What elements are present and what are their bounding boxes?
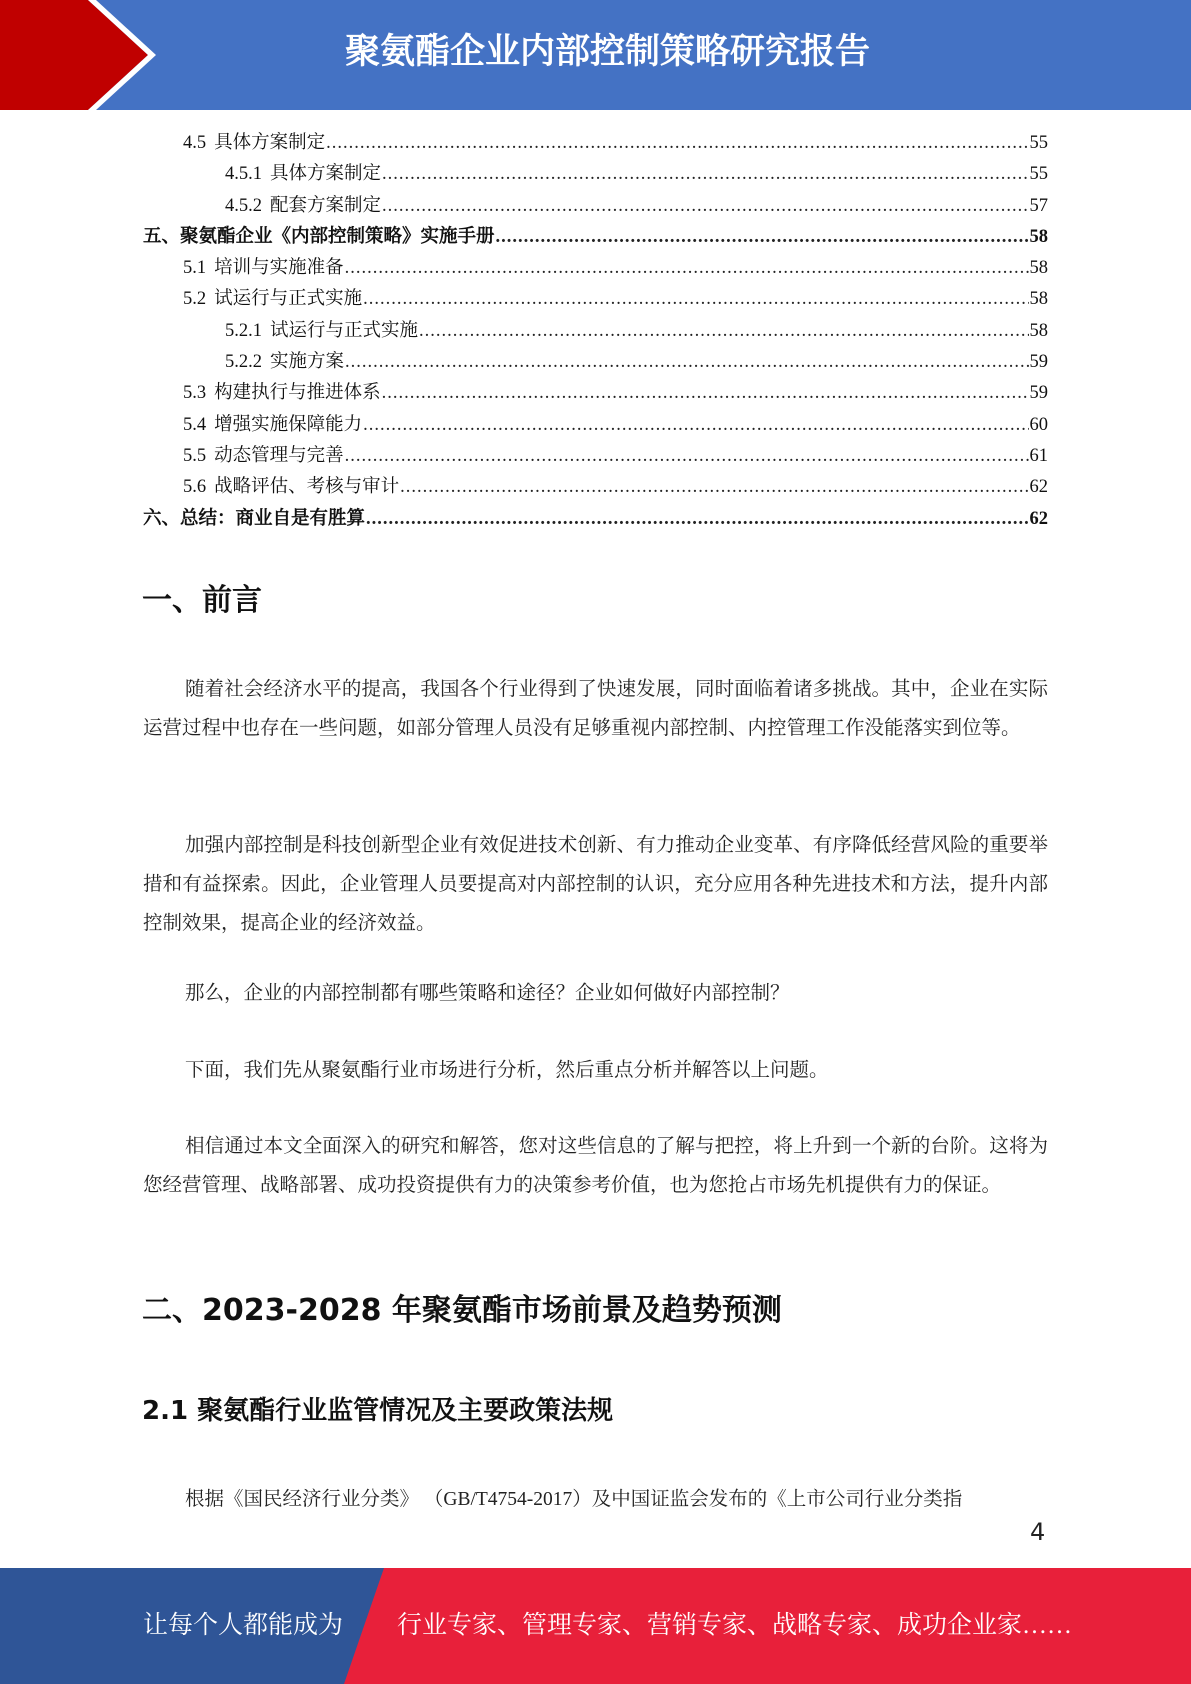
toc-entry-title: 具体方案制定 [270, 164, 382, 185]
toc-entry-page: 60 [1029, 414, 1048, 435]
toc-entry[interactable] [143, 284, 1048, 315]
toc-entry-page: 55 [1029, 164, 1048, 185]
toc-entry-number: 5.5 [183, 445, 207, 466]
toc-entry-page: 59 [1029, 352, 1048, 373]
toc-leader-dots [326, 128, 1028, 159]
preface-paragraph-1: 随着社会经济水平的提高，我国各个行业得到了快速发展，同时面临着诸多挑战。其中，企业在实际运营过程中也存在一些问题，如部分管理人员没有足够重视内部控制、内控管理工作没能落实到位等。 [143, 679, 1048, 739]
toc-entry-page: 58 [1029, 226, 1048, 247]
toc-leader-dots [345, 441, 1029, 472]
preface-paragraph-2: 加强内部控制是科技创新型企业有效促进技术创新、有力推动企业变革、有序降低经营风险的重要举措和有益探索。因此，企业管理人员要提高对内部控制的认识，充分应用各种先进技术和方法，提升内部控制效果，提高企业的经济效益。 [143, 835, 1048, 934]
toc-entry-title: 试运行与正式实施 [270, 320, 419, 341]
toc-entry[interactable] [143, 441, 1048, 472]
toc-entry[interactable] [143, 378, 1048, 409]
toc-entry-number: 5.3 [183, 383, 207, 404]
report-title: 聚氨酯企业内部控制策略研究报告 [344, 32, 870, 72]
toc-entry-page: 62 [1029, 477, 1048, 498]
toc-entry-title: 试运行与正式实施 [214, 289, 363, 310]
toc-leader-dots [363, 284, 1028, 315]
section-heading-market-forecast: 二、2023-2028 年聚氨酯市场前景及趋势预测 [142, 1293, 782, 1328]
regulation-paragraph: 根据《国民经济行业分类》 （GB/T4754-2017）及中国证监会发布的《上市公司行业分类指 [185, 1489, 963, 1510]
toc-entry-number: 5.1 [183, 258, 207, 279]
toc-entry-number: 5.4 [183, 414, 207, 435]
toc-leader-dots [363, 410, 1028, 441]
toc-entry[interactable] [143, 472, 1048, 503]
subsection-heading-regulation: 2.1 聚氨酯行业监管情况及主要政策法规 [142, 1396, 614, 1426]
toc-entry-page: 57 [1029, 195, 1048, 216]
toc-entry-number: 4.5.2 [225, 195, 262, 216]
toc-leader-dots [419, 316, 1028, 347]
toc-entry[interactable] [143, 347, 1048, 378]
toc-entry-number: 5.2.1 [225, 320, 262, 341]
toc-entry-title: 配套方案制定 [270, 195, 382, 216]
toc-entry-page: 58 [1029, 258, 1048, 279]
preface-paragraph-5: 相信通过本文全面深入的研究和解答，您对这些信息的了解与把控，将上升到一个新的台阶。这将为您经营管理、战略部署、成功投资提供有力的决策参考价值，也为您抢占市场先机提供有力的保证。 [143, 1136, 1048, 1196]
toc-leader-dots [382, 378, 1029, 409]
toc-leader-dots [345, 253, 1029, 284]
toc-entry-number: 4.5.1 [225, 164, 262, 185]
toc-entry-page: 58 [1029, 320, 1048, 341]
toc-entry-title: 六、总结：商业自是有胜算 [143, 508, 366, 529]
toc-entry[interactable] [143, 191, 1048, 222]
toc-entry[interactable] [143, 222, 1048, 253]
toc-entry-title: 实施方案 [270, 352, 345, 373]
toc-leader-dots [366, 504, 1028, 535]
toc-entry-title: 培训与实施准备 [214, 258, 344, 279]
toc-entry-title: 增强实施保障能力 [214, 414, 363, 435]
footer-slogan-right: 行业专家、管理专家、营销专家、战略专家、成功企业家…… [397, 1612, 1073, 1639]
footer-slogan-left: 让每个人都能成为 [143, 1612, 344, 1639]
toc-entry-title: 动态管理与完善 [214, 445, 344, 466]
toc-leader-dots [382, 191, 1028, 222]
toc-entry[interactable] [143, 253, 1048, 284]
toc-entry[interactable] [143, 128, 1048, 159]
toc-leader-dots [345, 347, 1028, 378]
toc-entry-page: 58 [1029, 289, 1048, 310]
toc-entry-title: 构建执行与推进体系 [214, 383, 381, 404]
toc-entry[interactable] [143, 159, 1048, 190]
toc-leader-dots [382, 159, 1028, 190]
toc-entry-number: 5.2 [183, 289, 207, 310]
preface-paragraph-4: 下面，我们先从聚氨酯行业市场进行分析，然后重点分析并解答以上问题。 [185, 1060, 829, 1081]
toc-entry-page: 62 [1029, 508, 1048, 529]
footer-banner [0, 1568, 1191, 1684]
page-number: 4 [1030, 1518, 1046, 1546]
section-heading-preface: 一、前言 [142, 583, 262, 618]
toc-entry-page: 59 [1029, 383, 1048, 404]
header-band [0, 0, 1191, 110]
toc-entry-page: 61 [1029, 445, 1048, 466]
toc-leader-dots [400, 472, 1028, 503]
toc-leader-dots [496, 222, 1029, 253]
toc-entry-title: 五、聚氨酯企业《内部控制策略》实施手册 [143, 226, 495, 247]
toc-entry[interactable] [143, 504, 1048, 535]
toc-entry-number: 4.5 [183, 133, 207, 153]
toc-entry[interactable] [143, 410, 1048, 441]
toc-entry-title: 战略评估、考核与审计 [214, 477, 400, 498]
table-of-contents [143, 128, 1048, 535]
toc-entry-page: 55 [1029, 133, 1048, 153]
toc-entry-number: 5.6 [183, 477, 207, 498]
toc-entry-title: 具体方案制定 [214, 133, 326, 153]
preface-paragraph-3: 那么，企业的内部控制都有哪些策略和途径？企业如何做好内部控制？ [185, 983, 790, 1004]
toc-entry[interactable] [143, 316, 1048, 347]
toc-entry-number: 5.2.2 [225, 352, 262, 373]
